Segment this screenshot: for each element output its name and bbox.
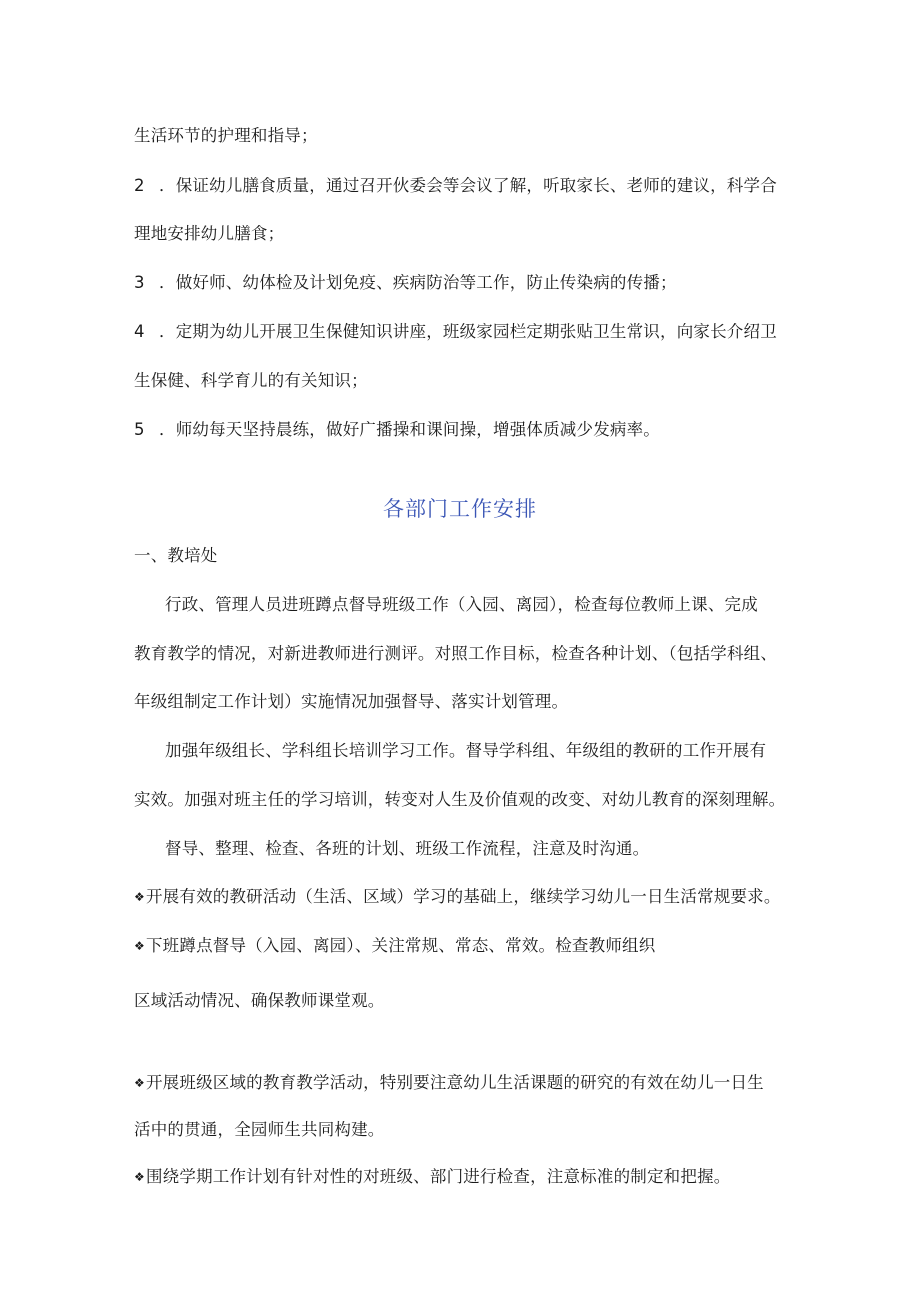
text-line: 生保健、科学育儿的有关知识； bbox=[134, 371, 368, 390]
item-text: ．保证幼儿膳食质量，通过召开伙委会等会议了解，听取家长、老师的建议，科学合 bbox=[159, 176, 777, 195]
paragraph-line: 加强年级组长、学科组长培训学习工作。督导学科组、年级组的教研的工作开展有 bbox=[165, 741, 767, 760]
bullet-text: 下班蹲点督导（入园、离园）、关注常规、常态、常效。检查教师组织 bbox=[145, 936, 656, 955]
item-number: 2 bbox=[134, 176, 145, 195]
text-line: 生活环节的护理和指导； bbox=[134, 126, 318, 145]
subsection-title: 一、教培处 bbox=[134, 546, 218, 565]
paragraph-line: 实效。加强对班主任的学习培训，转变对人生及价值观的改变、对幼儿教育的深刻理解。 bbox=[134, 790, 786, 809]
diamond-bullet-icon: ❖ bbox=[134, 1170, 145, 1184]
item-number: 4 bbox=[134, 322, 145, 341]
list-item-4 bbox=[134, 322, 777, 342]
diamond-bullet-icon: ❖ bbox=[134, 1076, 145, 1090]
item-number: 3 bbox=[134, 273, 145, 292]
bullet-item bbox=[134, 936, 655, 956]
diamond-bullet-icon: ❖ bbox=[134, 890, 145, 904]
bullet-text: 围绕学期工作计划有针对性的对班级、部门进行检查，注意标准的制定和把握。 bbox=[145, 1167, 731, 1186]
section-title: 各部门工作安排 bbox=[383, 497, 537, 521]
item-text: ．做好师、幼体检及计划免疫、疾病防治等工作，防止传染病的传播； bbox=[159, 273, 677, 292]
item-text: ．定期为幼儿开展卫生保健知识讲座，班级家园栏定期张贴卫生常识，向家长介绍卫 bbox=[159, 322, 777, 341]
item-number: 5 bbox=[134, 420, 145, 439]
paragraph-line: 年级组制定工作计划）实施情况加强督导、落实计划管理。 bbox=[134, 692, 569, 711]
paragraph-line: 教育教学的情况，对新进教师进行测评。对照工作目标，检查各种计划、（包括学科组、 bbox=[134, 644, 778, 663]
bullet-item bbox=[134, 1167, 730, 1187]
list-item-5 bbox=[134, 420, 660, 440]
paragraph-line: 行政、管理人员进班蹲点督导班级工作（入园、离园），检查每位教师上课、完成 bbox=[165, 595, 758, 614]
list-item-2 bbox=[134, 176, 777, 196]
bullet-text: 开展有效的教研活动（生活、区域）学习的基础上，继续学习幼儿一日生活常规要求。 bbox=[145, 887, 781, 906]
bullet-item bbox=[134, 887, 781, 907]
text-line: 区域活动情况、确保教师课堂观。 bbox=[134, 991, 385, 1010]
item-text: ．师幼每天坚持晨练，做好广播操和课间操，增强体质减少发病率。 bbox=[159, 420, 660, 439]
bullet-text: 开展班级区域的教育教学活动，特别要注意幼儿生活课题的研究的有效在幼儿一日生 bbox=[145, 1073, 764, 1092]
bullet-item bbox=[134, 1073, 764, 1093]
text-line: 理地安排幼儿膳食； bbox=[134, 224, 285, 243]
diamond-bullet-icon: ❖ bbox=[134, 939, 145, 953]
list-item-3 bbox=[134, 273, 677, 293]
text-line: 活中的贯通，全园师生共同构建。 bbox=[134, 1120, 385, 1139]
paragraph-line: 督导、整理、检查、各班的计划、班级工作流程，注意及时沟通。 bbox=[165, 839, 650, 858]
